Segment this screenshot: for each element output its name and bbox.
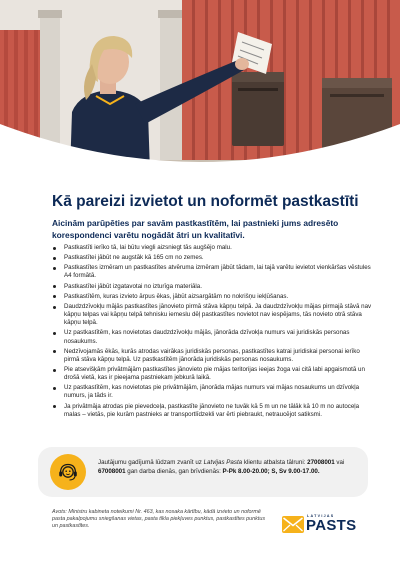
support-brand: Latvijas Pasta: [203, 459, 243, 466]
envelope-logo-icon: [282, 516, 304, 533]
logo-big-text: PASTS: [306, 517, 357, 534]
rules-list: [52, 244, 374, 421]
hero-curve: [0, 0, 400, 172]
list-item: Daudzdzīvokļu mājās pastkastītes jānovieto pirmā stāva kāpņu telpā. Ja daudzdzīvokļu mājas pirmajā stāvā nav kāpņu telpas vai kāpņu telpā tehnisku iemeslu dēļ pastkastītes novietot nav iespējams, tās novieto otrā stāva kāpņu telpā.: [52, 303, 374, 327]
support-text: [98, 459, 354, 477]
list-item: Pastkastītei jābūt izgatavotai no izturīga materiāla.: [52, 283, 374, 291]
support-box: [38, 447, 368, 497]
support-phone-2[interactable]: 67008001: [98, 467, 126, 475]
hero-photo: [0, 0, 400, 172]
list-item: Pastkastītes izmēram un pastkastītes atvēruma izmēram jābūt tādam, lai tajā varētu ievietot vienkāršas vēstules A4 formātā.: [52, 264, 374, 280]
support-text-part: gan darba dienās, gan brīvdienās:: [125, 467, 223, 475]
list-item: Uz pastkastītēm, kas novietotas daudzdzīvokļu mājās, jānorāda dzīvokļa numurs vai juridiskās personas nosaukums.: [52, 329, 374, 345]
list-item: Pastkastīti ierīko tā, lai būtu viegli aizsniegt tās augšējo malu.: [52, 244, 374, 252]
support-hours: P-Pk 8.00-20.00; S, Sv 9.00-17.00.: [222, 467, 320, 475]
list-item: Pastkastītei jābūt ne augstāk kā 165 cm no zemes.: [52, 254, 374, 262]
list-item: Nedzīvojamās ēkās, kurās atrodas vairākas juridiskās personas, pastkastītes katrai juridiskai personai ierīko pirmā stāva kāpņu telpā. Uz pastkastītēm jānorāda juridiskās personas nosaukums.: [52, 348, 374, 364]
list-item: Ja privātmāja atrodas pie pievedceļa, pastkastīte jānovieto ne tuvāk kā 5 m un ne tālāk kā 10 m no autoceļa malas – vietās, pie kurām pastnieks ar transportlīdzekli var ērti piebraukt, netraucējot satiksmi.: [52, 403, 374, 419]
support-agent-icon: [50, 454, 86, 490]
list-item: Uz pastkastītēm, kas novietotas pie privātmājām, jānorāda mājas numurs vai mājas nosaukums un dzīvokļa numurs, ja tāds ir.: [52, 384, 374, 400]
intro-text: Aicinām parūpēties par savām pastkastītēm, lai pastnieki jums adresēto korespondenci varētu nogādāt ātri un kvalitatīvi.: [52, 218, 339, 240]
latvijas-pasts-logo: [282, 514, 360, 536]
support-text-part: vai: [334, 459, 345, 466]
headset-icon: [57, 461, 79, 483]
support-phone-1[interactable]: 27008001: [307, 459, 335, 466]
logo-small-text: LATVIJAS: [307, 514, 335, 518]
page-title: Kā pareizi izvietot un noformēt pastkastīti: [52, 193, 359, 210]
list-item: Pie atsevišķām privātmājām pastkastītes jānovieto pie mājas teritorijas ieejas žoga vai citā labi apgaismotā un drošā vietā, kas ir pieejama pastniekam jebkurā laikā.: [52, 366, 374, 382]
source-note: Avots: Ministru kabineta noteikumi Nr. 463, kas nosaka kārtību, kādā izvieto un noformē pasta pakalpojumu sniegšanas vietas, pasta tīkla piekļuves punktus, pastkastītes punktus un pastkastītes.: [52, 509, 266, 530]
support-text-part: Jautājumu gadījumā lūdzam zvanīt uz: [98, 459, 204, 466]
list-item: Pastkastītēm, kuras izvieto ārpus ēkas, jābūt aizsargātām no nokrišņu iekļūšanas.: [52, 293, 374, 301]
support-text-part: klientu atbalsta tālruni:: [242, 459, 308, 466]
